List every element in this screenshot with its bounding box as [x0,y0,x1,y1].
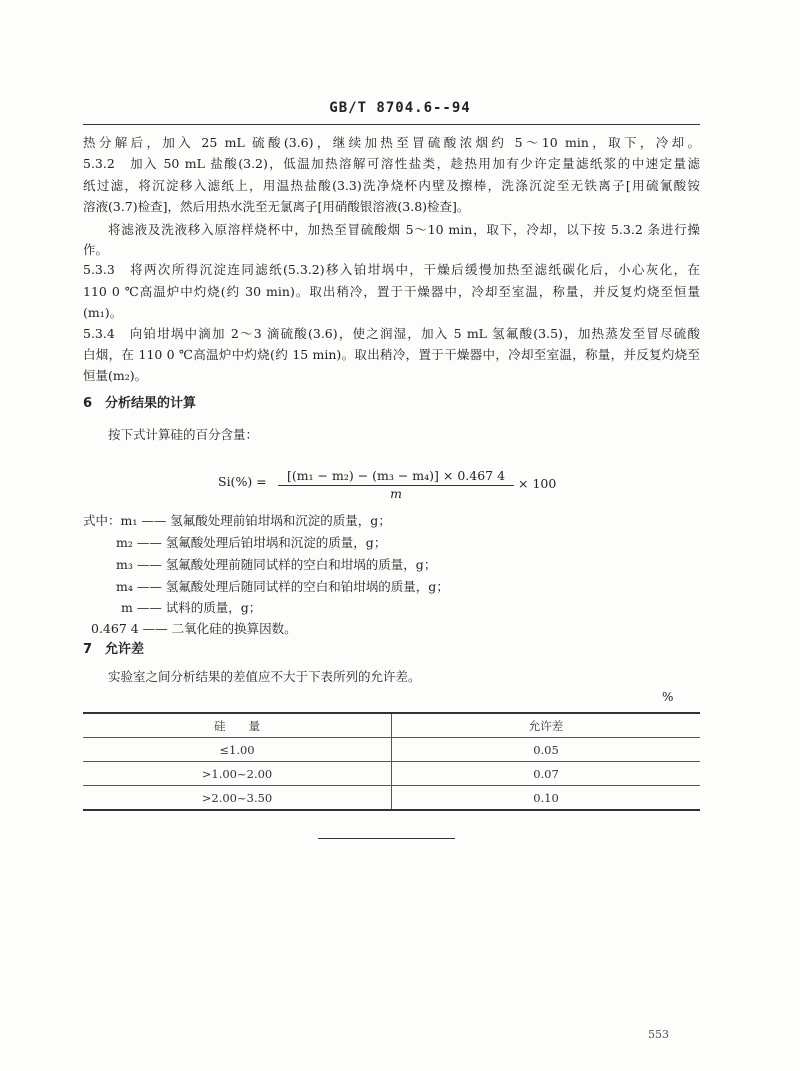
para-line: 110 0 ℃高温炉中灼烧(约 30 min)。取出稍冷，置于干燥器中，冷却至室温，称量，并反复灼烧至恒量 [83,284,700,299]
para-line: 溶液(3.7)检查]，然后用热水洗至无氯离子[用硝酸银溶液(3.8)检查]。 [83,199,470,214]
clause-5-3-3: 5.3.3 将两次所得沉淀连同滤纸(5.3.2)移入铂坩埚中，干燥后缓慢加热至滤纸碳化后，小心灰化，在 [83,262,700,277]
para-line: 将滤液及洗液移入原溶样烧杯中，加热至冒硫酸烟 5～10 min，取下，冷却，以下按 5.3.2 条进行操 [108,222,700,237]
end-rule [318,838,455,839]
formula-lhs: Si(%) = [218,474,267,489]
table-cell: ≤1.00 [83,738,392,762]
para-line: 恒量(m₂)。 [83,368,148,383]
section-6-intro: 按下式计算硅的百分含量： [108,427,259,442]
table-unit: % [662,690,674,704]
table-cell: 0.10 [392,786,701,811]
para-line: 纸过滤，将沉淀移入滤纸上，用温热盐酸(3.3)洗净烧杯内壁及擦棒，洗涤沉淀至无铁离子[用硫氰酸铵 [83,178,700,193]
para-line: 热分解后，加入 25 mL 硫酸(3.6)，继续加热至冒硫酸浓烟约 5～10 min，取下，冷却。 [83,135,700,150]
page-number: 553 [648,1028,669,1041]
para-line: 作。 [83,242,109,257]
where-line: m₂ —— 氢氟酸处理后铂坩埚和沉淀的质量，g； [116,535,387,550]
section-7-title: 7 允许差 [83,642,145,657]
table-header-row [83,713,700,738]
formula-fraction [278,468,514,501]
standard-header: GB/T 8704.6--94 [329,100,471,116]
table-row [83,738,700,762]
where-line: 式中：m₁ —— 氢氟酸处理前铂坩埚和沉淀的质量，g； [83,513,391,528]
section-7-intro: 实验室之间分析结果的差值应不大于下表所列的允许差。 [108,669,421,684]
section-6-title: 6 分析结果的计算 [83,396,197,411]
table-cell: 0.05 [392,738,701,762]
table-row [83,762,700,786]
formula-tail: × 100 [518,476,557,491]
tolerance-table [83,712,700,811]
header-cell: 硅 量 [83,713,392,738]
where-line: m₄ —— 氢氟酸处理后随同试样的空白和铂坩埚的质量，g； [116,579,449,594]
table-row [83,786,700,811]
header-cell: 允许差 [392,713,701,738]
table-cell: >1.00~2.00 [83,762,392,786]
clause-5-3-2: 5.3.2 加入 50 mL 盐酸(3.2)，低温加热溶解可溶性盐类，趁热用加有少许定量滤纸浆的中速定量滤 [83,156,700,171]
formula-numerator: [(m₁ − m₂) − (m₃ − m₄)] × 0.467 4 [278,468,514,486]
where-line: m₃ —— 氢氟酸处理前随同试样的空白和坩埚的质量，g； [116,557,437,572]
para-line: (m₁)。 [83,305,123,320]
where-line: m —— 试料的质量，g； [121,600,262,615]
para-line: 白烟，在 110 0 ℃高温炉中灼烧(约 15 min)。取出稍冷，置于干燥器中，冷却至室温，称量，并反复灼烧至 [83,347,700,362]
formula-denominator: m [390,486,402,501]
where-line: 0.467 4 —— 二氧化硅的换算因数。 [91,621,297,636]
header-rule [83,124,700,125]
table-cell: 0.07 [392,762,701,786]
clause-5-3-4: 5.3.4 向铂坩埚中滴加 2～3 滴硫酸(3.6)，使之润湿，加入 5 mL 氢氟酸(3.5)，加热蒸发至冒尽硫酸 [83,326,700,341]
table-cell: >2.00~3.50 [83,786,392,811]
